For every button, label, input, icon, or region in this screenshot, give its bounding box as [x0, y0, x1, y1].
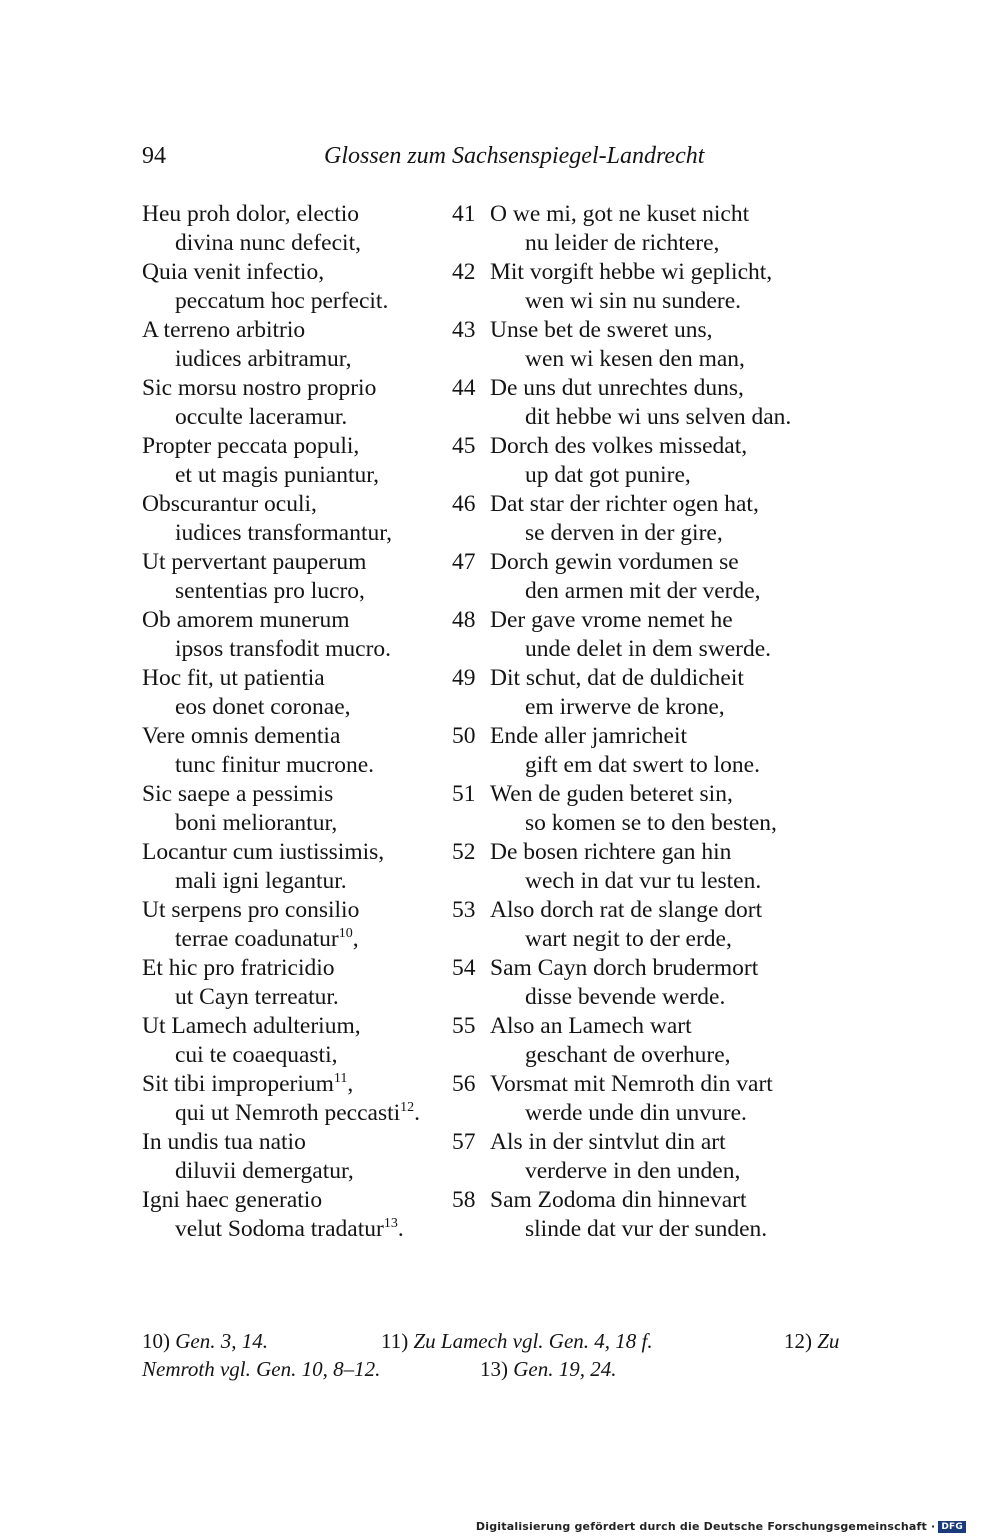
latin-verse-line: eos donet coronae,: [175, 694, 351, 720]
latin-verse-line: peccatum hoc perfecit.: [175, 288, 389, 314]
stanza-line-numbered: 52 De bosen richtere gan hin: [452, 839, 732, 865]
stanza-number: 47: [452, 549, 476, 575]
latin-verse-line: cui te coaequasti,: [175, 1042, 338, 1068]
stanza-number: 42: [452, 259, 476, 285]
footnote-11: 11) Zu Lamech vgl. Gen. 4, 18 f.: [381, 1329, 653, 1353]
stanza-line-numbered: 51 Wen de guden beteret sin,: [452, 781, 733, 807]
stanza-line-continuation: wen wi kesen den man,: [525, 346, 745, 372]
latin-verse-line: iudices transformantur,: [175, 520, 393, 546]
running-title: Glossen zum Sachsenspiegel-Landrecht: [324, 143, 705, 169]
latin-verse-line: Locantur cum iustissimis,: [142, 839, 385, 865]
latin-verse-line: Sic saepe a pessimis: [142, 781, 334, 807]
footnote-10: 10) Gen. 3, 14.: [142, 1329, 268, 1353]
latin-verse-line: boni meliorantur,: [175, 810, 338, 836]
footnote-ref: 10: [338, 926, 353, 942]
stanza-line-numbered: 41 O we mi, got ne kuset nicht: [452, 201, 750, 227]
stanza-number: 46: [452, 491, 476, 517]
stanza-line-numbered: 53 Also dorch rat de slange dort: [452, 897, 763, 923]
latin-verse-line: ipsos transfodit mucro.: [175, 636, 392, 662]
latin-verse-line: Ut pervertant pauperum: [142, 549, 367, 575]
stanza-number: 48: [452, 607, 476, 633]
stanza-line-numbered: 45 Dorch des volkes missedat,: [452, 433, 748, 459]
stanza-line-continuation: den armen mit der verde,: [525, 578, 761, 604]
latin-verse-line: Et hic pro fratricidio: [142, 955, 335, 981]
footnote-12: 12) Zu: [784, 1329, 840, 1353]
latin-verse-line: Hoc fit, ut patientia: [142, 665, 325, 691]
latin-verse-line: qui ut Nemroth peccasti$^{12}$.: [175, 1100, 421, 1126]
latin-verse-line: iudices arbitramur,: [175, 346, 352, 372]
stanza-number: 58: [452, 1187, 476, 1213]
latin-verse-line: terrae coadunatur$^{10}$,: [175, 926, 359, 952]
stanza-line-continuation: dit hebbe wi uns selven dan.: [525, 404, 792, 430]
footnote-ref: 13: [383, 1216, 398, 1232]
stanza-number: 51: [452, 781, 476, 807]
stanza-number: 55: [452, 1013, 476, 1039]
stanza-line-continuation: wart negit to der erde,: [525, 926, 732, 952]
stanza-line-numbered: 58 Sam Zodoma din hinnevart: [452, 1187, 747, 1213]
footnotes: [142, 1327, 862, 1383]
stanza-line-continuation: em irwerve de krone,: [525, 694, 725, 720]
latin-verse-line: velut Sodoma tradatur$^{13}$.: [175, 1216, 404, 1242]
stanza-line-numbered: 49 Dit schut, dat de duldicheit: [452, 665, 744, 691]
latin-verse-line: Sit tibi improperium$^{11}$,: [142, 1071, 354, 1097]
stanza-line-continuation: verderve in den unden,: [525, 1158, 741, 1184]
latin-verse-line: ut Cayn terreatur.: [175, 984, 339, 1010]
latin-verse-line: Ut Lamech adulterium,: [142, 1013, 361, 1039]
footnote-line-2: [142, 1355, 862, 1383]
latin-verse-line: occulte laceramur.: [175, 404, 348, 430]
latin-verse-line: Vere omnis dementia: [142, 723, 341, 749]
stanza-line-numbered: 54 Sam Cayn dorch brudermort: [452, 955, 759, 981]
latin-verse-line: Propter peccata populi,: [142, 433, 360, 459]
stanza-line-numbered: 44 De uns dut unrechtes duns,: [452, 375, 744, 401]
latin-verse-line: Ut serpens pro consilio: [142, 897, 360, 923]
footnote-12-cont: Nemroth vgl. Gen. 10, 8–12.: [142, 1357, 381, 1381]
stanza-number: 52: [452, 839, 476, 865]
latin-verse-line: divina nunc defecit,: [175, 230, 361, 256]
latin-column: [142, 200, 442, 1244]
stanza-number: 57: [452, 1129, 476, 1155]
footnote-line-1: [142, 1327, 862, 1355]
stanza-line-numbered: 57 Als in der sintvlut din art: [452, 1129, 726, 1155]
stanza-number: 49: [452, 665, 476, 691]
stanza-line-numbered: 50 Ende aller jamricheit: [452, 723, 688, 749]
latin-verse-line: et ut magis puniantur,: [175, 462, 379, 488]
stanza-line-numbered: 48 Der gave vrome nemet he: [452, 607, 733, 633]
latin-verse-line: mali igni legantur.: [175, 868, 347, 894]
stanza-number: 43: [452, 317, 476, 343]
digitization-credit: Digitalisierung gefördert durch die Deutsche Forschungsgemeinschaft · DFG: [476, 1520, 966, 1533]
stanza-number: 54: [452, 955, 476, 981]
latin-verse-line: diluvii demergatur,: [175, 1158, 354, 1184]
stanza-line-numbered: 55 Also an Lamech wart: [452, 1013, 692, 1039]
stanza-line-continuation: up dat got punire,: [525, 462, 691, 488]
stanza-number: 44: [452, 375, 476, 401]
page-number: 94: [142, 143, 166, 169]
latin-verse-line: A terreno arbitrio: [142, 317, 306, 343]
stanza-line-continuation: nu leider de richtere,: [525, 230, 720, 256]
low-german-column: [452, 200, 852, 1244]
latin-verse-line: In undis tua natio: [142, 1129, 306, 1155]
stanza-line-continuation: geschant de overhure,: [525, 1042, 731, 1068]
latin-verse-line: Ob amorem munerum: [142, 607, 350, 633]
stanza-line-numbered: 47 Dorch gewin vordumen se: [452, 549, 739, 575]
stanza-line-continuation: werde unde din unvure.: [525, 1100, 747, 1126]
stanza-line-continuation: so komen se to den besten,: [525, 810, 777, 836]
footnote-ref: 12: [400, 1100, 415, 1116]
footnote-ref: 11: [333, 1071, 348, 1087]
stanza-number: 45: [452, 433, 476, 459]
latin-verse-line: Obscurantur oculi,: [142, 491, 317, 517]
stanza-line-numbered: 43 Unse bet de sweret uns,: [452, 317, 713, 343]
stanza-number: 41: [452, 201, 476, 227]
latin-verse-line: Sic morsu nostro proprio: [142, 375, 377, 401]
latin-verse-line: Igni haec generatio: [142, 1187, 323, 1213]
stanza-line-continuation: se derven in der gire,: [525, 520, 723, 546]
latin-verse-line: tunc finitur mucrone.: [175, 752, 375, 778]
footnote-13: 13) Gen. 19, 24.: [480, 1357, 617, 1381]
stanza-line-continuation: wen wi sin nu sundere.: [525, 288, 742, 314]
stanza-number: 56: [452, 1071, 476, 1097]
stanza-line-continuation: gift em dat swert to lone.: [525, 752, 760, 778]
stanza-line-numbered: 46 Dat star der richter ogen hat,: [452, 491, 759, 517]
stanza-line-continuation: slinde dat vur der sunden.: [525, 1216, 768, 1242]
stanza-line-continuation: disse bevende werde.: [525, 984, 726, 1010]
stanza-line-continuation: wech in dat vur tu lesten.: [525, 868, 762, 894]
latin-verse-line: Heu proh dolor, electio: [142, 201, 360, 227]
stanza-number: 50: [452, 723, 476, 749]
latin-verse-line: sententias pro lucro,: [175, 578, 365, 604]
dfg-logo: DFG: [938, 1521, 966, 1533]
stanza-line-continuation: unde delet in dem swerde.: [525, 636, 772, 662]
latin-verse-line: Quia venit infectio,: [142, 259, 325, 285]
stanza-line-numbered: 42 Mit vorgift hebbe wi geplicht,: [452, 259, 773, 285]
stanza-number: 53: [452, 897, 476, 923]
stanza-line-numbered: 56 Vorsmat mit Nemroth din vart: [452, 1071, 773, 1097]
